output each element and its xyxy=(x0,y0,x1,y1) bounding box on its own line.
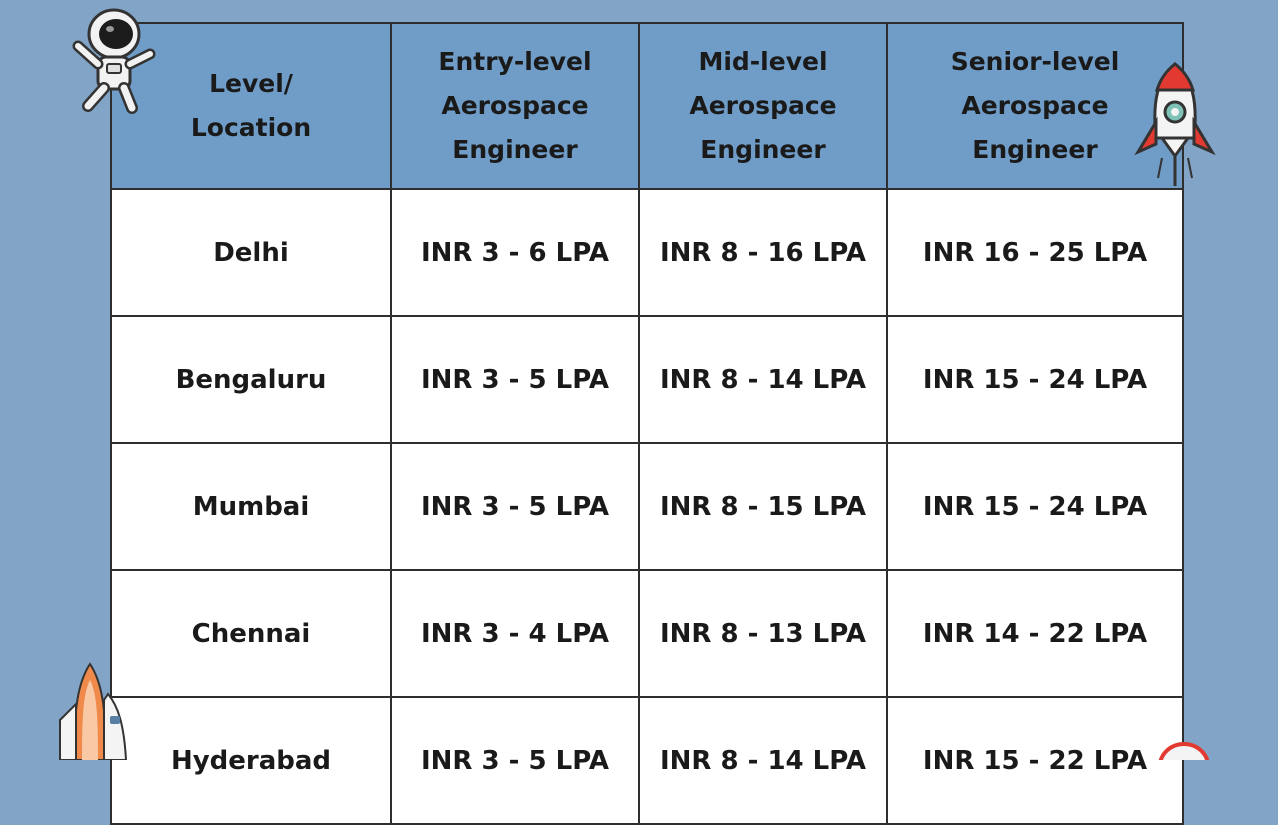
location-cell: Bengaluru xyxy=(111,316,391,443)
header-senior-level: Senior-level Aerospace Engineer xyxy=(887,23,1183,189)
senior-salary-cell: INR 15 - 24 LPA xyxy=(887,443,1183,570)
senior-salary-cell: INR 15 - 24 LPA xyxy=(887,316,1183,443)
entry-salary-cell: INR 3 - 4 LPA xyxy=(391,570,639,697)
salary-table xyxy=(110,22,1184,825)
rocket-icon xyxy=(1132,60,1218,192)
mid-salary-cell: INR 8 - 15 LPA xyxy=(639,443,887,570)
location-cell: Delhi xyxy=(111,189,391,316)
header-row xyxy=(111,23,1183,189)
entry-salary-cell: INR 3 - 5 LPA xyxy=(391,443,639,570)
header-entry-level: Entry-level Aerospace Engineer xyxy=(391,23,639,189)
table-row xyxy=(111,189,1183,316)
table-row xyxy=(111,697,1183,824)
table-row xyxy=(111,443,1183,570)
entry-salary-cell: INR 3 - 6 LPA xyxy=(391,189,639,316)
senior-salary-cell: INR 14 - 22 LPA xyxy=(887,570,1183,697)
location-cell: Mumbai xyxy=(111,443,391,570)
mid-salary-cell: INR 8 - 14 LPA xyxy=(639,316,887,443)
senior-salary-cell: INR 15 - 22 LPA xyxy=(887,697,1183,824)
header-mid-level: Mid-level Aerospace Engineer xyxy=(639,23,887,189)
astronaut-icon xyxy=(62,2,158,114)
header-level-location: Level/ Location xyxy=(111,23,391,189)
table-row xyxy=(111,570,1183,697)
space-shuttle-icon xyxy=(54,660,138,760)
table-row xyxy=(111,316,1183,443)
location-cell: Chennai xyxy=(111,570,391,697)
entry-salary-cell: INR 3 - 5 LPA xyxy=(391,316,639,443)
planet-icon xyxy=(1148,738,1228,760)
mid-salary-cell: INR 8 - 13 LPA xyxy=(639,570,887,697)
location-cell: Hyderabad xyxy=(111,697,391,824)
entry-salary-cell: INR 3 - 5 LPA xyxy=(391,697,639,824)
mid-salary-cell: INR 8 - 16 LPA xyxy=(639,189,887,316)
mid-salary-cell: INR 8 - 14 LPA xyxy=(639,697,887,824)
senior-salary-cell: INR 16 - 25 LPA xyxy=(887,189,1183,316)
